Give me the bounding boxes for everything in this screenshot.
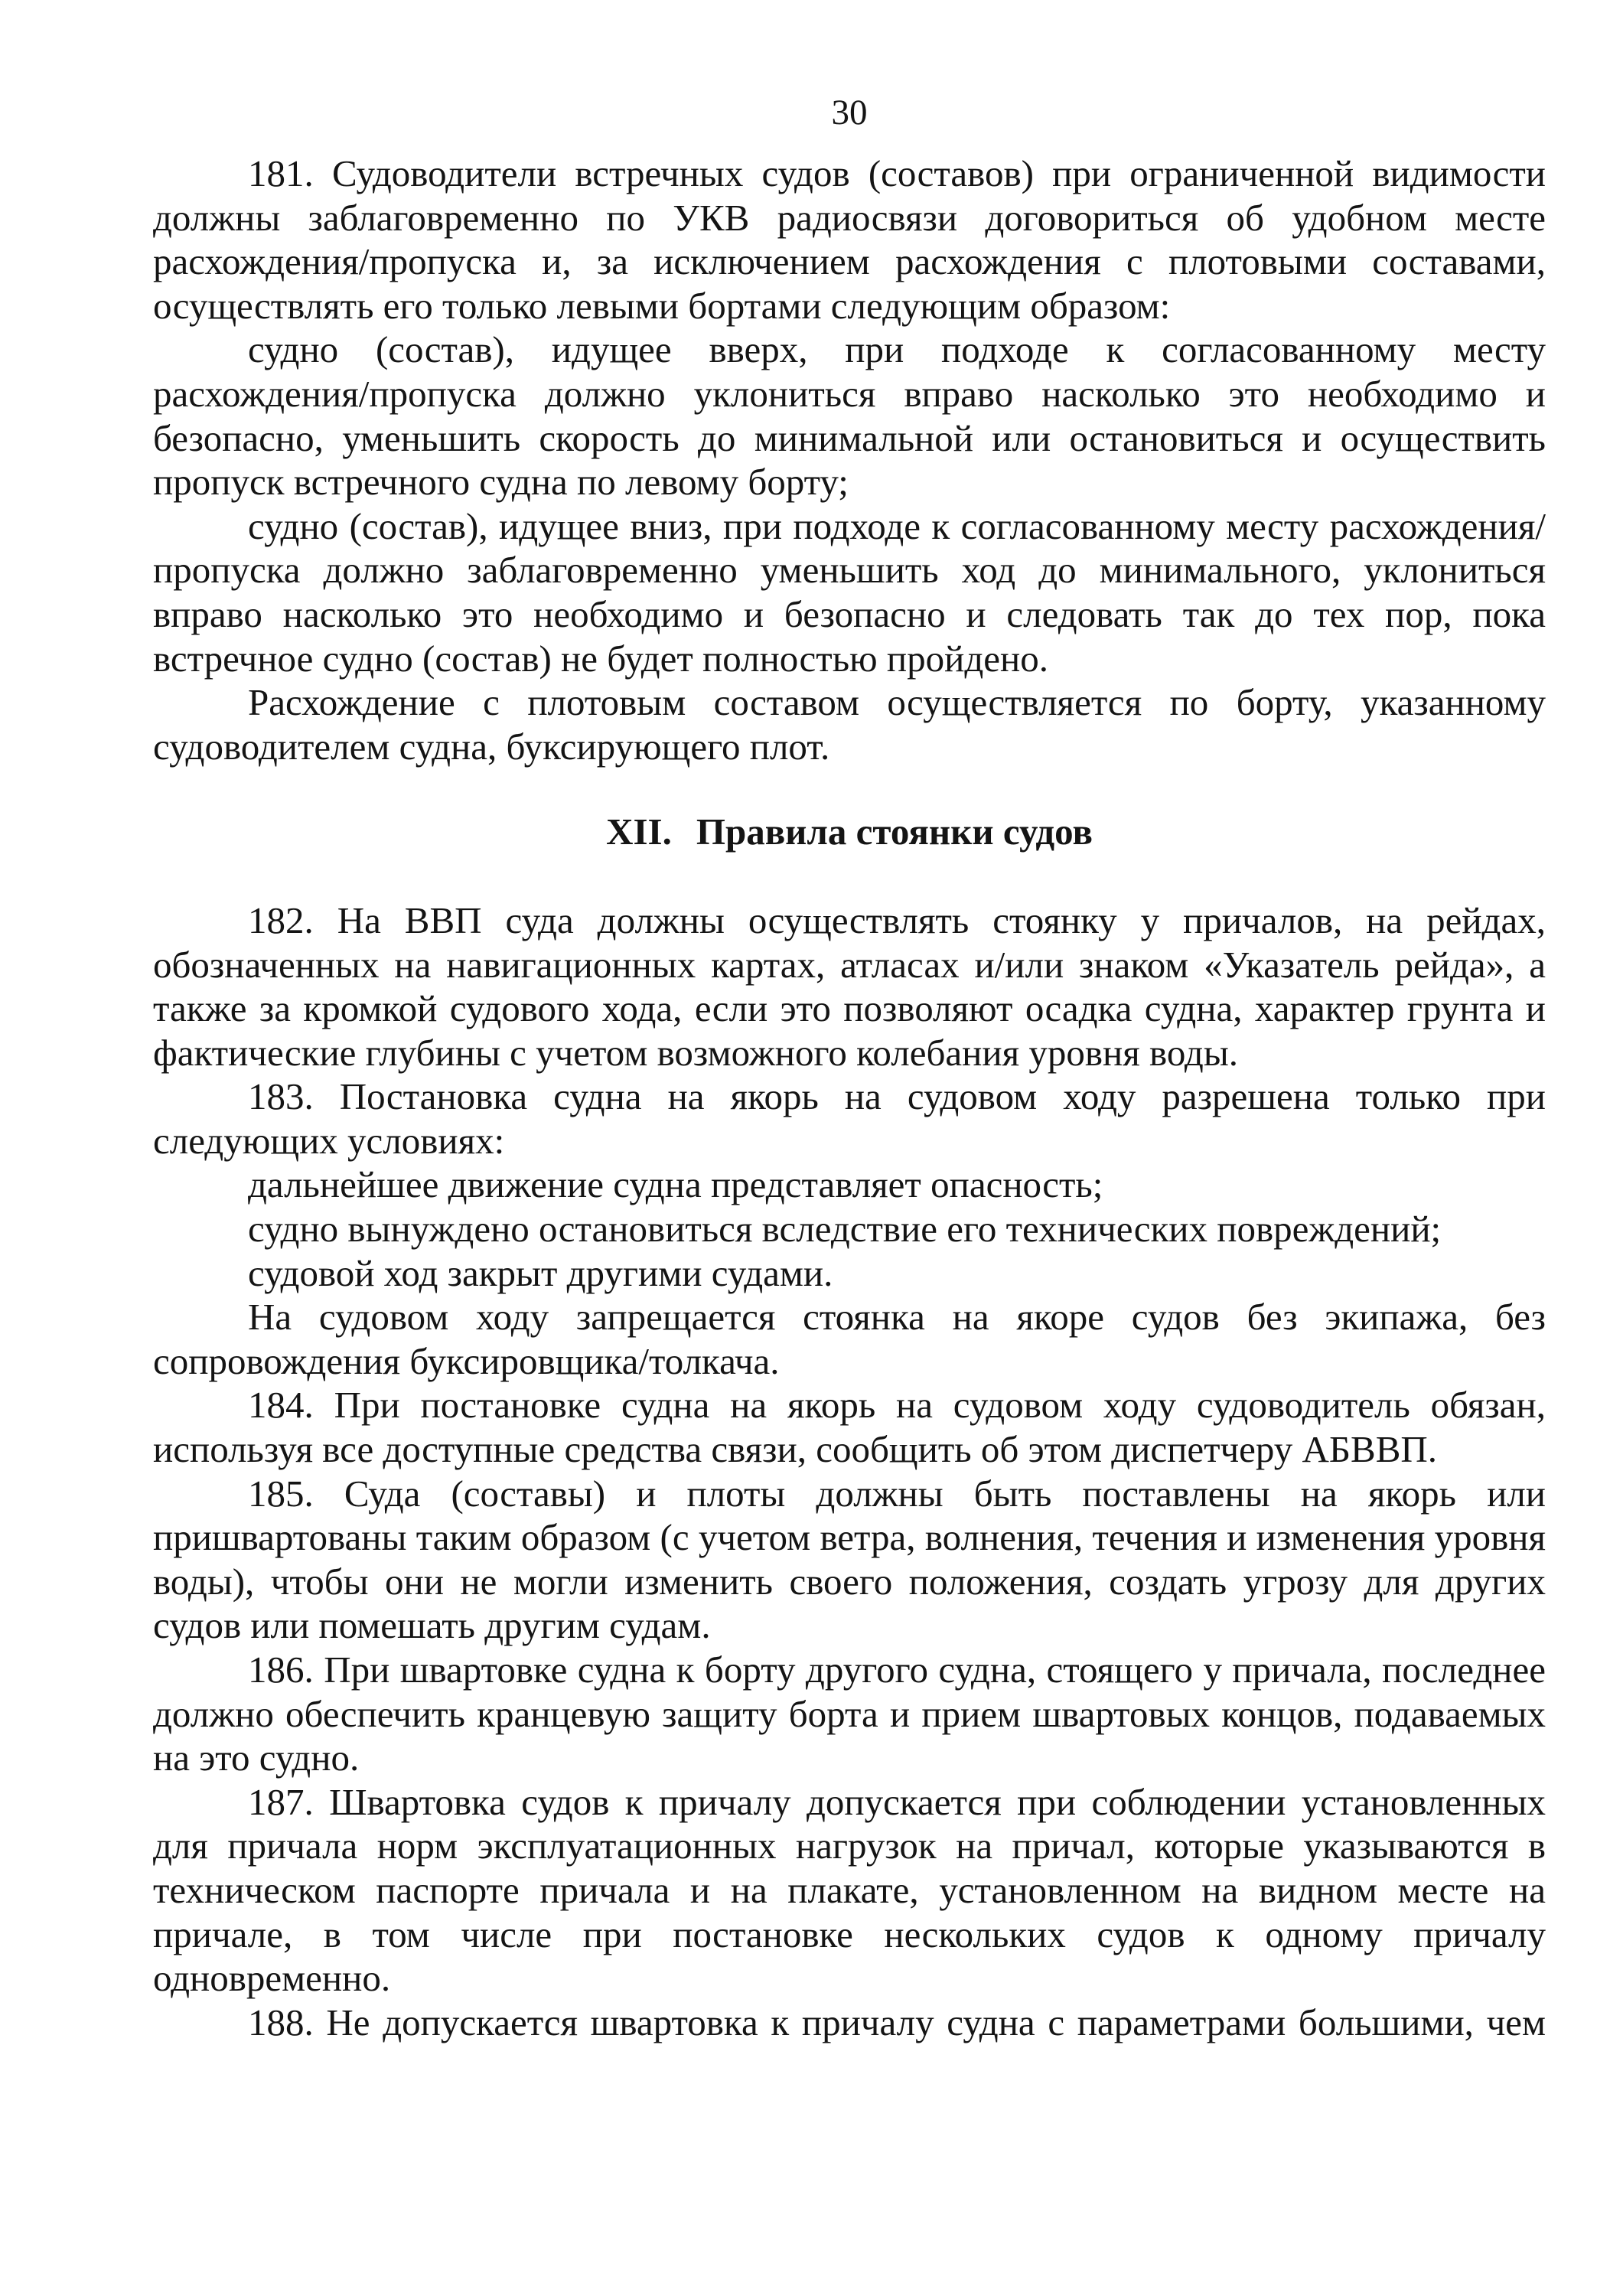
page-number: 30 <box>831 93 868 132</box>
paragraph-183-condition-danger: дальнейшее движение судна представляет опасность; <box>248 1163 1103 1206</box>
paragraph-183-condition-damage: судно вынуждено остановиться вследствие его технических повреждений; <box>248 1208 1442 1251</box>
paragraph-181-vessel-upstream: судно (состав), идущее вверх, при подходе к согласованному месту расхождения/пропуска должно уклониться вправо насколько это необходимо и безопасно, уменьшить скорость до минимальной или остановиться и осуществить пропуск встречного судна по левому борту; <box>153 328 1546 504</box>
paragraph-185: 185. Суда (составы) и плоты должны быть поставлены на якорь или пришвартованы таким образом (с учетом ветра, волнения, течения и изменения уровня воды), чтобы они не могли изменить своего положения, создать угрозу для других судов или помешать другим судам. <box>153 1472 1546 1647</box>
paragraph-181-raft-passing: Расхождение с плотовым составом осуществляется по борту, указанному судоводителем судна, буксирующего плот. <box>153 681 1546 768</box>
paragraph-182: 182. На ВВП суда должны осуществлять стоянку у причалов, на рейдах, обозначенных на навигационных картах, атласах и/или знаком «Указатель рейда», а также за кромкой судового хода, если это позволяют осадка судна, характер грунта и фактические глубины с учетом возможного колебания уровня воды. <box>153 899 1546 1074</box>
paragraph-181-vessel-downstream: судно (состав), идущее вниз, при подходе к согласованному месту расхождения/пропуска должно заблаговременно уменьшить ход до минимального, уклониться вправо насколько это необходимо и безопасно и следовать так до тех пор, пока встречное судно (состав) не будет полностью пройдено. <box>153 504 1546 680</box>
paragraph-186: 186. При швартовке судна к борту другого судна, стоящего у причала, последнее должно обеспечить кранцевую защиту борта и прием швартовых концов, подаваемых на это судно. <box>153 1649 1546 1779</box>
paragraph-187: 187. Швартовка судов к причалу допускается при соблюдении установленных для причала норм эксплуатационных нагрузок на причал, которые указываются в техническом паспорте причала и на плакате, установленном на видном месте на причале, в том числе при постановке нескольких судов к одному причалу одновременно. <box>153 1780 1546 2000</box>
paragraph-181: 181. Судоводители встречных судов (составов) при ограниченной видимости должны заблаговременно по УКВ радиосвязи договориться об удобном месте расхождения/пропуска и, за исключением расхождения с плотовыми составами, осуществлять его только левыми бортами следующим образом: <box>153 152 1546 327</box>
section-heading <box>153 810 1546 854</box>
paragraph-184: 184. При постановке судна на якорь на судовом ходу судоводитель обязан, используя все доступные средства связи, сообщить об этом диспетчеру АБВВП. <box>153 1384 1546 1471</box>
paragraph-183-condition-blocked: судовой ход закрыт другими судами. <box>248 1251 833 1294</box>
section-title: Правила стоянки судов <box>696 810 1093 853</box>
paragraph-188: 188. Не допускается швартовка к причалу судна с параметрами большими, чем <box>248 2001 1546 2043</box>
paragraph-183: 183. Постановка судна на якорь на судовом ходу разрешена только при следующих условиях: <box>153 1075 1546 1162</box>
document-page <box>153 0 1546 2296</box>
section-number: XII. <box>606 810 672 853</box>
paragraph-183-prohibition: На судовом ходу запрещается стоянка на якоре судов без экипажа, без сопровождения буксировщика/толкача. <box>153 1296 1546 1382</box>
document-body <box>153 152 1546 2044</box>
